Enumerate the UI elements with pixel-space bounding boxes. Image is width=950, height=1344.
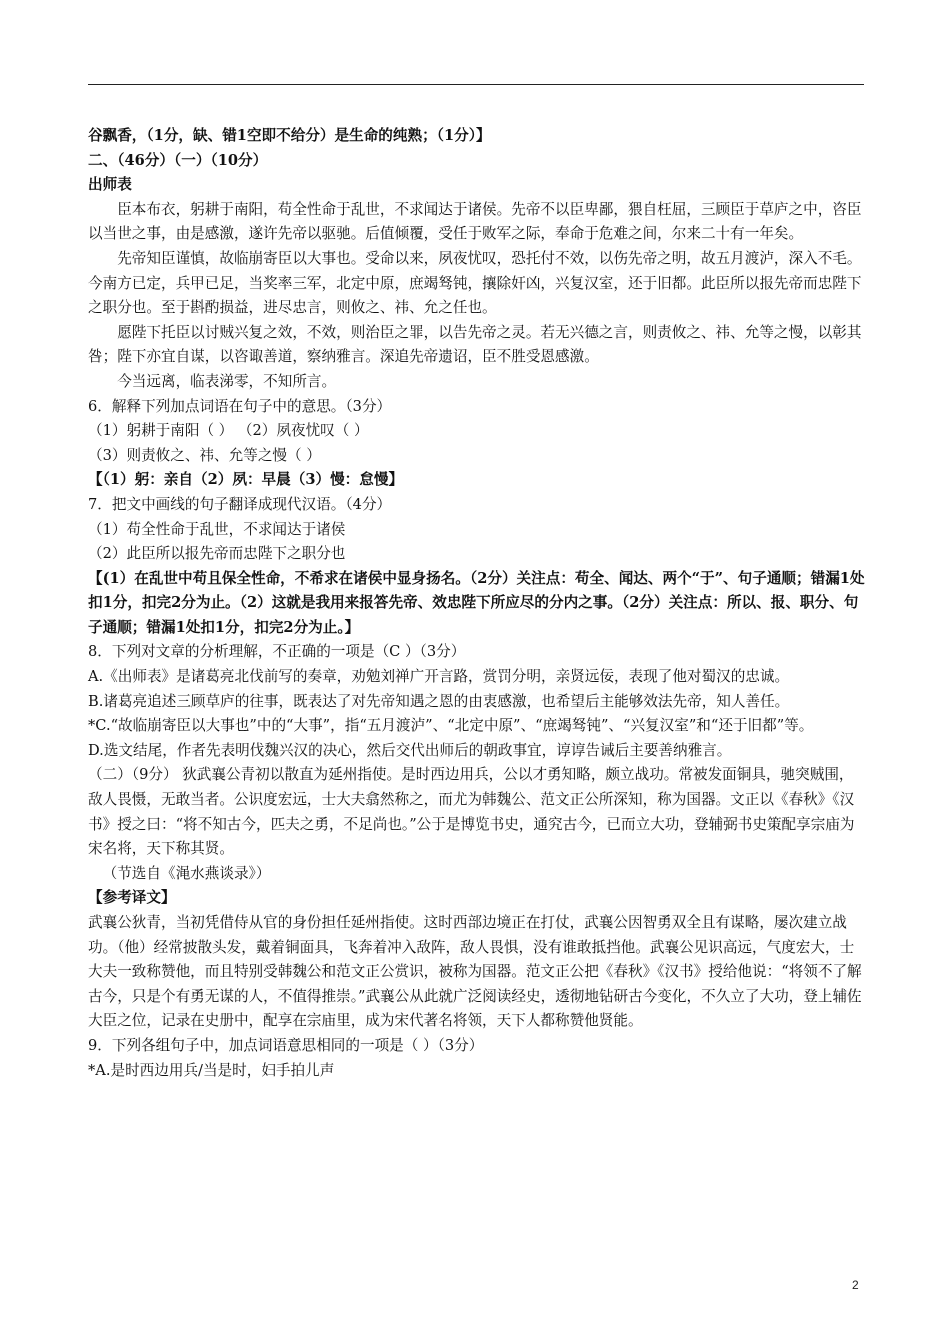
translation-heading: 【参考译文】 [88,889,176,907]
question-6-item: （3）则责攸之、祎、允等之慢（ ） [88,446,321,464]
page-number: 2 [852,1278,859,1292]
question-9: 9．下列各组句子中，加点词语意思相同的一项是（ ）（3分） [88,1036,484,1054]
document-body [88,124,866,1083]
section-heading: 二、（46分）（一）（10分） [88,151,268,169]
answer-line: 谷飘香，（1分，缺、错1空即不给分）是生命的纯熟；（1分）】 [88,127,491,144]
option-c: *C.“故临崩寄臣以大事也”中的“大事”，指“五月渡泸”、“北定中原”、“庶竭驽钝”、“兴复汉室”和“还于旧都”等。 [88,717,814,735]
question-6: 6．解释下列加点词语在句子中的意思。（3分） [88,397,392,415]
passage-paragraph: 先帝知臣谨慎，故临崩寄臣以大事也。受命以来，夙夜忧叹，恐托付不效，以伤先帝之明，故五月渡泸，深入不毛。今南方已定，兵甲已足，当奖率三军，北定中原，庶竭驽钝，攘除奸凶，兴复汉室，还于旧都。此臣所以报先帝而忠陛下之职分也。至于斟酌损益，进尽忠言，则攸之、祎、允之任也。 [88,249,862,317]
passage-paragraph: 愿陛下托臣以讨贼兴复之效，不效，则治臣之罪，以告先帝之灵。若无兴德之言，则责攸之、祎、允等之慢，以彰其咎；陛下亦宜自谋，以咨诹善道，察纳雅言。深追先帝遗诏，臣不胜受恩感激。 [88,323,862,366]
passage-title: 出师表 [88,176,132,194]
question-8: 8．下列对文章的分析理解，不正确的一项是（C ）（3分） [88,643,466,661]
passage-paragraph: 臣本布衣，躬耕于南阳，苟全性命于乱世，不求闻达于诸侯。先帝不以臣卑鄙，猥自枉屈，三顾臣于草庐之中，咨臣以当世之事，由是感激，遂许先帝以驱驰。后值倾覆，受任于败军之际，奉命于危难之间，尔来二十有一年矣。 [88,200,862,243]
passage-paragraph: 今当远离，临表涕零，不知所言。 [117,372,337,390]
header-rule [88,84,864,85]
question-6-item: （1）躬耕于南阳（ ） （2）夙夜忧叹（ ） [88,422,369,440]
passage-source: （节选自《渑水燕谈录》） [102,864,271,882]
question-7-item: （1）苟全性命于乱世，不求闻达于诸侯 [88,520,346,538]
question-7-item: （2）此臣所以报先帝而忠陛下之职分也 [88,545,346,563]
option-b: B.诸葛亮追述三顾草庐的往事，既表达了对先帝知遇之恩的由衷感激，也希望后主能够效法先帝，知人善任。 [88,692,790,710]
question-7-answer: 【(1）在乱世中苟且保全性命，不希求在诸侯中显身扬名。（2分）关注点：苟全、闻达、两个“于”、句子通顺；错漏1处扣1分，扣完2分为止。（2）这就是我用来报答先帝、效忠陛下所应尽的分内之事。（2分）关注点：所以、报、职分、句子通顺；错漏1处扣1分，扣完2分为止。】 [88,569,865,636]
question-6-answer: 【（1）躬：亲自（2）夙：早晨（3）慢：怠慢】 [88,471,404,489]
question-9-option-a: *A.是时西边用兵/当是时，妇手拍儿声 [88,1061,335,1079]
passage-two: （二）（9分） 狄武襄公青初以散直为延州指使。是时西边用兵，公以才勇知略，颇立战功。常被发面铜具，驰突贼围，敌人畏慑，无敢当者。公识度宏远，士大夫翕然称之，而尤为韩魏公、范文正公所深知，称为国器。文正以《春秋》《汉书》授之曰：“将不知古今，匹夫之勇，不足尚也。”公于是博览书史，通究古今，已而立大功，登辅弼书史策配享宗庙为宋名将，天下称其贤。 [88,766,855,858]
option-a: A.《出师表》是诸葛亮北伐前写的奏章，劝勉刘禅广开言路，赏罚分明，亲贤远佞，表现了他对蜀汉的忠诚。 [88,668,790,686]
translation-paragraph: 武襄公狄青，当初凭借侍从官的身份担任延州指使。这时西部边境正在打仗，武襄公因智勇双全且有谋略，屡次建立战功。（他）经常披散头发，戴着铜面具，飞奔着冲入敌阵，敌人畏惧，没有谁敢抵挡他。武襄公见识高远，气度宏大，士大夫一致称赞他，而且特别受韩魏公和范文正公赏识，被称为国器。范文正公把《春秋》《汉书》授给他说：“将领不了解古今，只是个有勇无谋的人，不值得推崇。”武襄公从此就广泛阅读经史，透彻地钻研古今变化，不久立了大功，登上辅佐大臣之位，记录在史册中，配享在宗庙里，成为宋代著名将领，天下人都称赞他贤能。 [88,914,862,1030]
question-7: 7．把文中画线的句子翻译成现代汉语。（4分） [88,495,392,513]
option-d: D.选文结尾，作者先表明伐魏兴汉的决心，然后交代出师后的朝政事宜，谆谆告诫后主要善纳雅言。 [88,741,732,759]
